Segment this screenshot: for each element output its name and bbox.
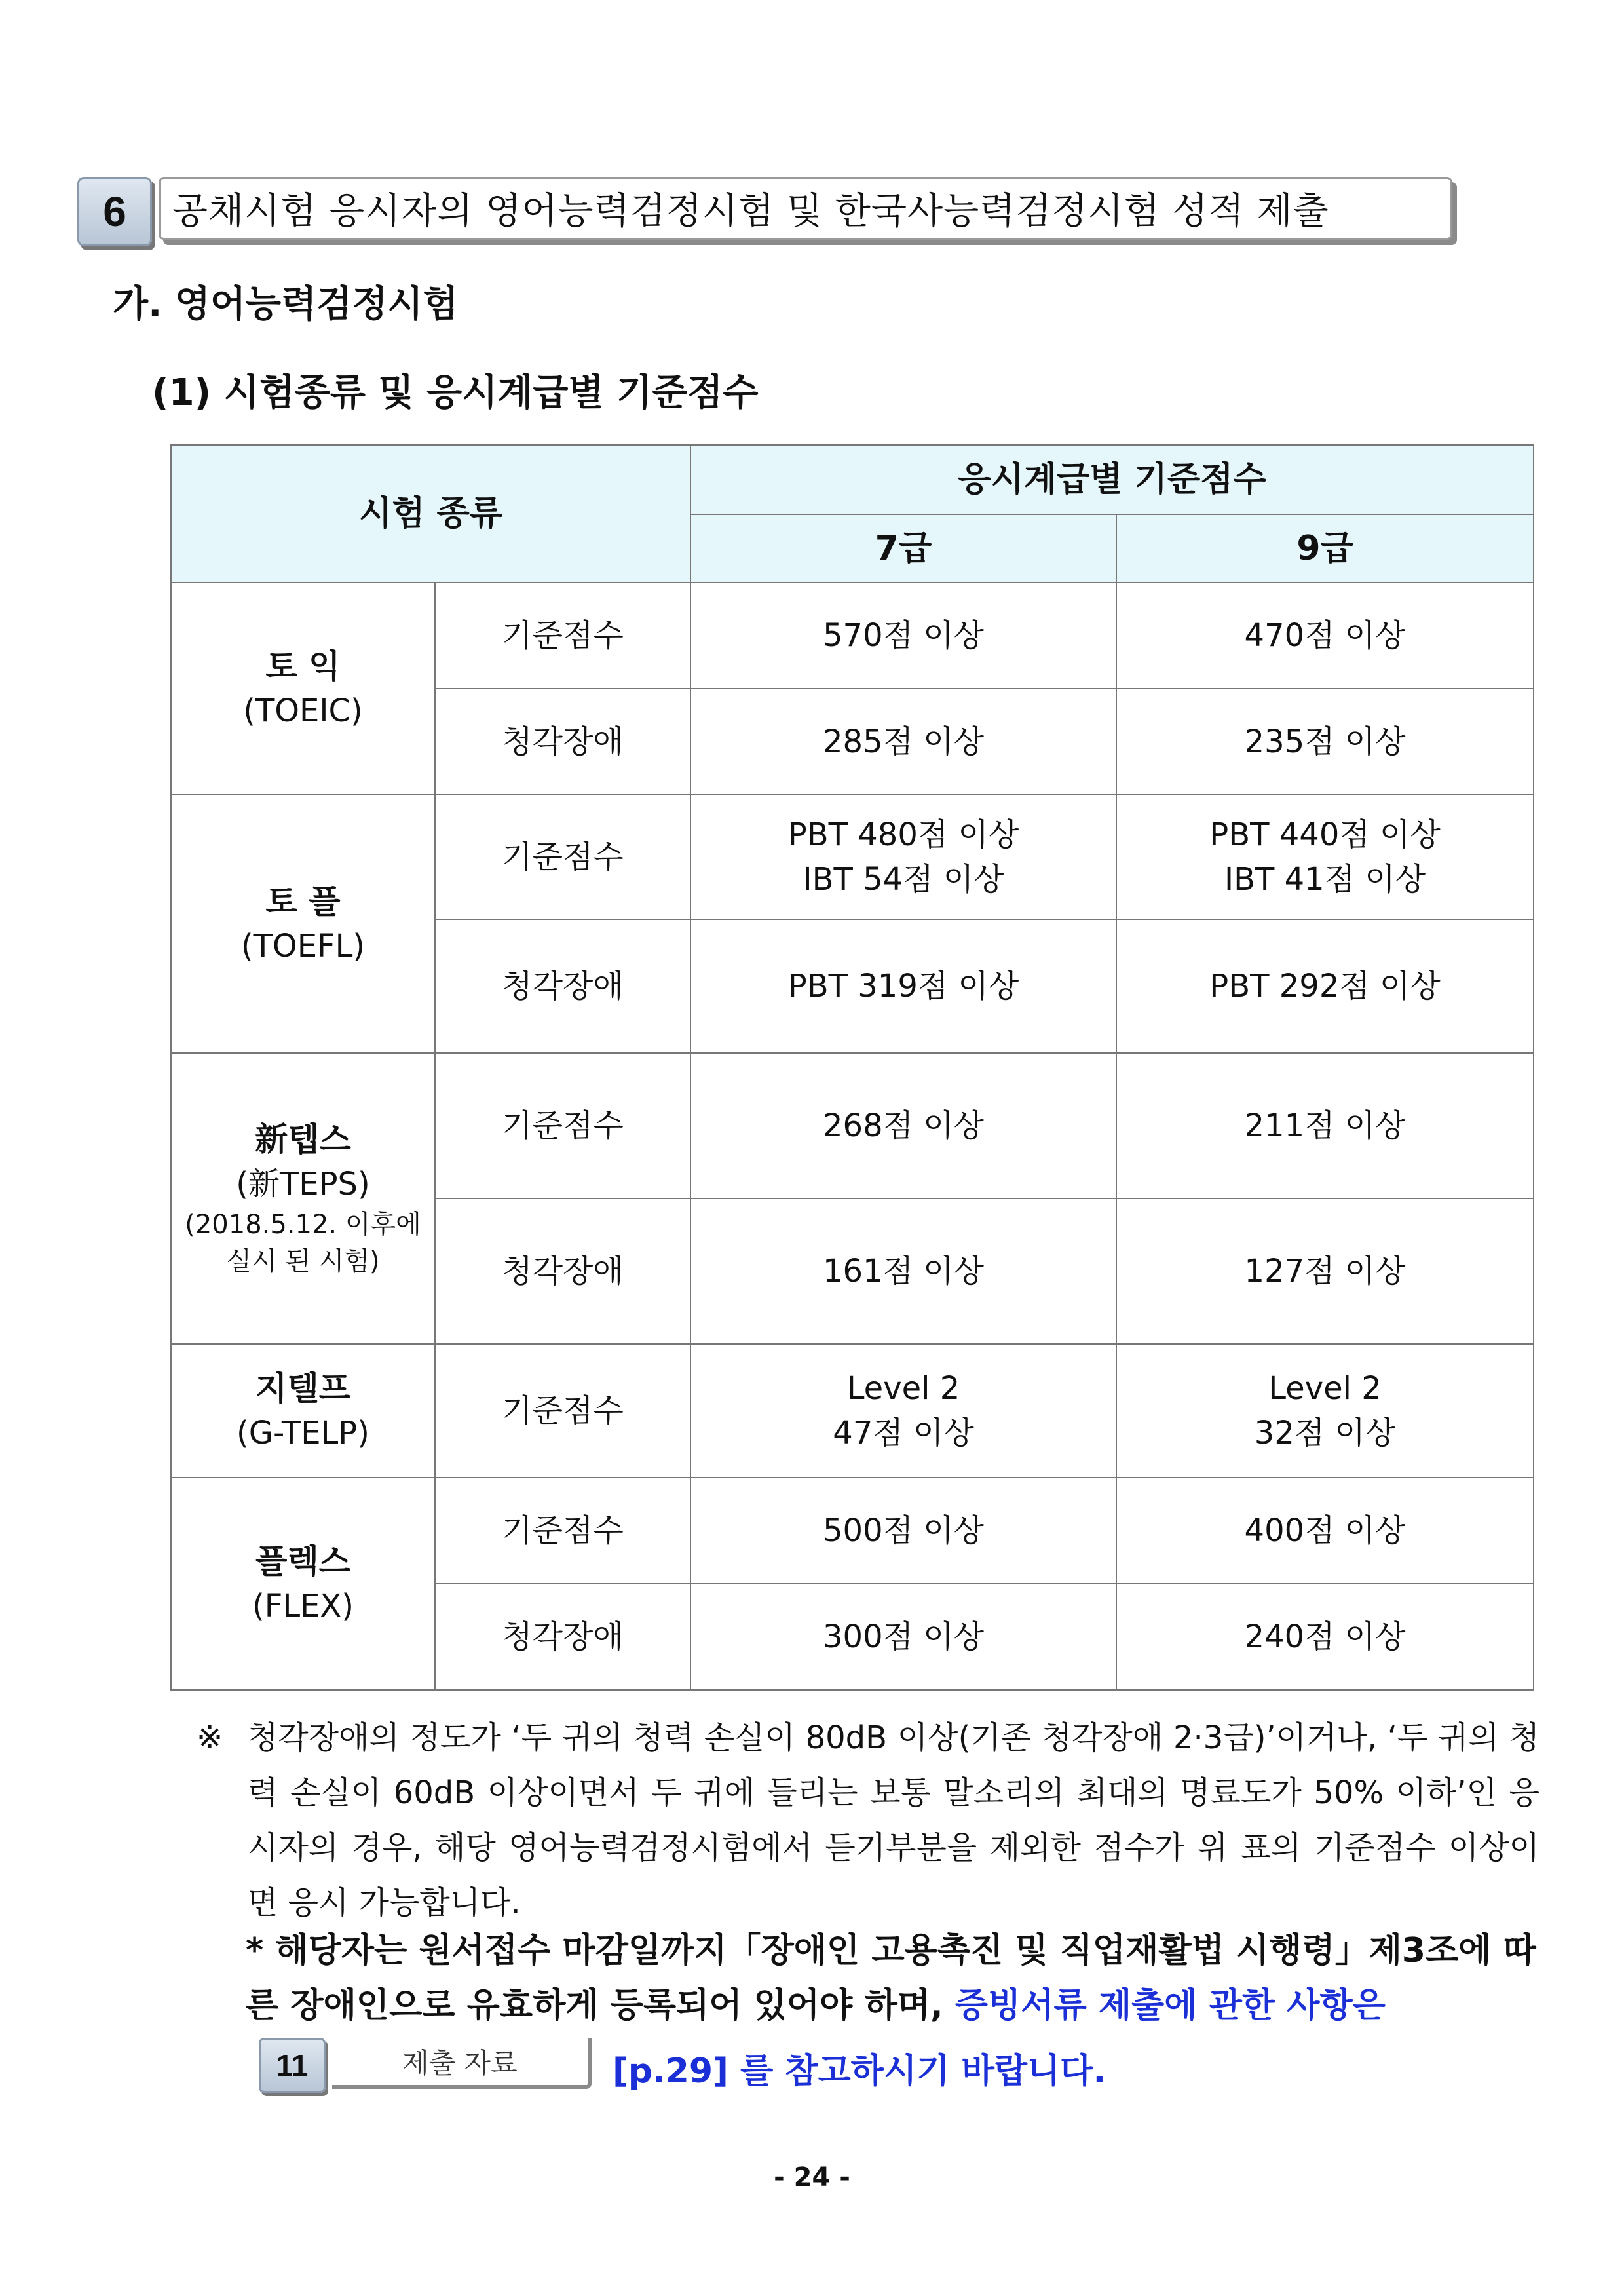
score-grade-9: 400점 이상 [1116,1478,1534,1584]
exam-name: 토 익 [265,647,341,685]
score-grade-7: 300점 이상 [690,1584,1116,1690]
score-type: 기준점수 [435,795,690,919]
table-row [171,1053,1534,1198]
score-line: IBT 54점 이상 [803,861,1004,898]
hearing-impairment-note [197,1710,1539,1930]
reference-page-text: [p.29] 를 참고하시기 바랍니다. [613,2052,1106,2091]
score-line: PBT 480점 이상 [787,816,1019,853]
exam-english-name: (新TEPS) [236,1166,370,1202]
score-type: 기준점수 [435,1344,690,1478]
score-grade-9: 235점 이상 [1116,689,1534,795]
score-grade-9 [1116,1344,1534,1478]
exam-english-name: (G-TELP) [236,1415,369,1451]
table-row [171,1478,1534,1584]
score-grade-7 [690,1344,1116,1478]
score-type: 청각장애 [435,689,690,795]
reference-section-badge: 11 [259,2038,326,2093]
score-type: 청각장애 [435,1198,690,1344]
exam-english-name: (TOEFL) [240,928,366,965]
score-type: 청각장애 [435,919,690,1053]
section-title: 공채시험 응시자의 영어능력검정시험 및 한국사능력검정시험 성적 제출 [159,177,1452,240]
exam-note: 실시 된 시험) [226,1246,380,1276]
registration-note-highlight: 증빙서류 제출에 관한 사항은 [954,1986,1386,2025]
score-line: Level 2 [1268,1370,1382,1407]
table-row [171,583,1534,689]
score-grade-9 [1116,795,1534,919]
score-grade-7: 161점 이상 [690,1198,1116,1344]
score-line: 47점 이상 [833,1415,974,1451]
score-grade-9: 240점 이상 [1116,1584,1534,1690]
reference-mark: ※ [197,1719,223,1756]
exam-cell-toeic [171,583,435,795]
score-type: 기준점수 [435,1053,690,1198]
exam-note: (2018.5.12. 이후에 [185,1210,421,1240]
exam-english-name: (TOEIC) [243,693,363,729]
score-grade-7: 500점 이상 [690,1478,1116,1584]
exam-name: 플렉스 [255,1542,350,1580]
header-exam-type: 시험 종류 [171,445,690,583]
note-text: 청각장애의 정도가 ‘두 귀의 청력 손실이 80dB 이상(기존 청각장애 2·3급)’이거나, ‘두 귀의 청력 손실이 60dB 이상이면서 두 귀에 들리는 보통 말소리의 최대의 명료도가 50% 이하’인 응시자의 경우, 해당 영어능력검정시험에서 듣기부분을 제외한 점수가 위 표의 기준점수 이상이면 응시 가능합니다. [248,1719,1539,1921]
score-type: 청각장애 [435,1584,690,1690]
reference-row [259,2038,1176,2097]
sub-subsection-heading: (1) 시험종류 및 응시계급별 기준점수 [152,372,759,414]
exam-name: 지텔프 [255,1369,350,1407]
score-grade-7: PBT 319점 이상 [690,919,1116,1053]
exam-english-name: (FLEX) [252,1588,354,1624]
score-grade-9: 470점 이상 [1116,583,1534,689]
score-line: IBT 41점 이상 [1224,861,1426,898]
exam-cell-teps [171,1053,435,1344]
score-line: 32점 이상 [1254,1415,1396,1451]
score-line: Level 2 [846,1370,960,1407]
score-type: 기준점수 [435,583,690,689]
registration-note-text: * 해당자는 원서접수 마감일까지「장애인 고용촉진 및 직업재활법 시행령」제3조에 따른 장애인으로 유효하게 등록되어 있어야 하며, [246,1931,1536,2025]
table-row [171,1344,1534,1478]
score-grade-7 [690,795,1116,919]
page-number: - 24 - [774,2162,850,2192]
table-row [171,795,1534,919]
score-type: 기준점수 [435,1478,690,1584]
exam-cell-toefl [171,795,435,1053]
header-grade-score: 응시계급별 기준점수 [690,445,1534,514]
header-grade-9: 9급 [1116,514,1534,583]
section-header [77,177,1460,248]
score-grade-9: PBT 292점 이상 [1116,919,1534,1053]
subsection-heading: 가. 영어능력검정시험 [113,283,459,326]
score-grade-9: 127점 이상 [1116,1198,1534,1344]
score-table [170,444,1534,1691]
score-grade-7: 285점 이상 [690,689,1116,795]
exam-name: 토 플 [265,883,341,921]
header-grade-7: 7급 [690,514,1116,583]
exam-cell-flex [171,1478,435,1690]
exam-cell-gtelp [171,1344,435,1478]
score-grade-7: 570점 이상 [690,583,1116,689]
score-grade-7: 268점 이상 [690,1053,1116,1198]
registration-note [246,1923,1539,2033]
reference-section-label: 제출 자료 [332,2038,592,2089]
exam-name: 新텝스 [255,1120,351,1158]
score-grade-9: 211점 이상 [1116,1053,1534,1198]
section-number-badge: 6 [77,177,152,246]
score-line: PBT 440점 이상 [1209,816,1441,853]
